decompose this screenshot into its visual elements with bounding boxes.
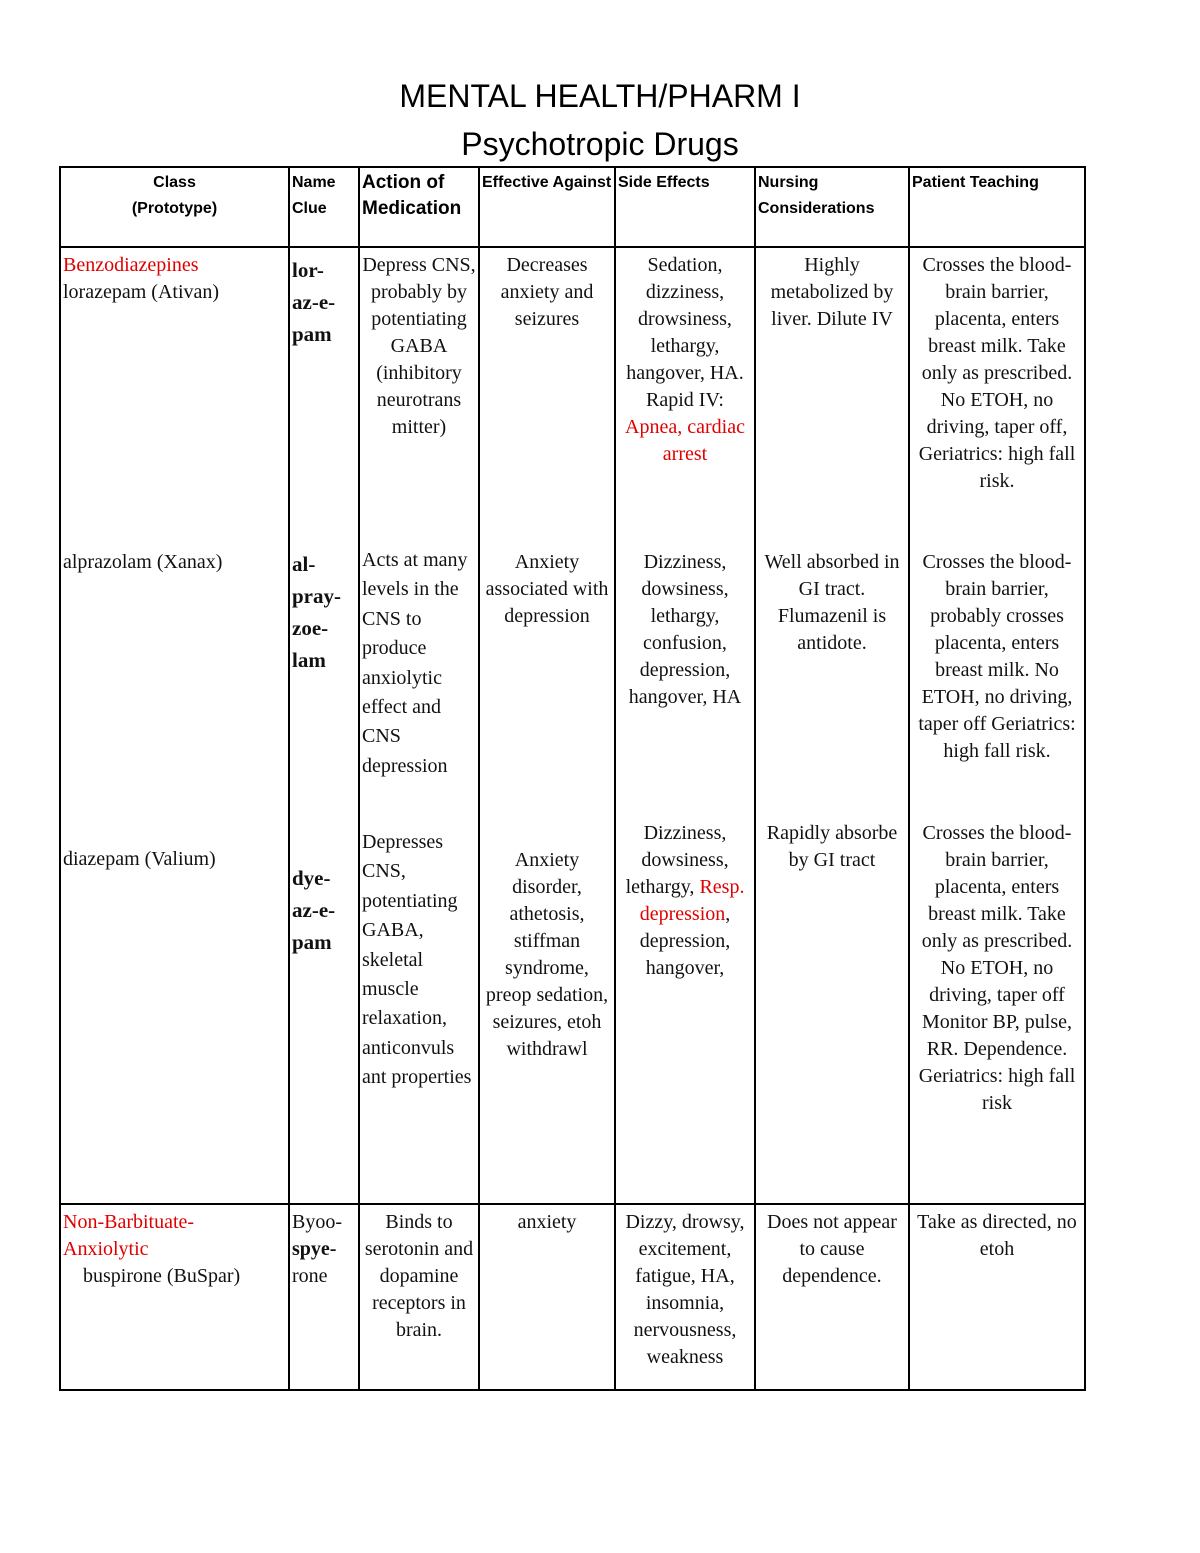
- drug-name: alprazolam (Xanax): [63, 551, 223, 573]
- action-text: Binds to serotonin and dopamine receptors in brain.: [364, 1211, 474, 1341]
- side-effects-text: [618, 252, 752, 549]
- side-effects-part: Sedation, dizziness, drowsiness, lethargy, hangover, HA. Rapid IV:: [626, 254, 744, 411]
- teaching-text: Crosses the blood-brain barrier, probably crosses placenta, enters breast milk. No ETOH, no driving, taper off Geriatrics: high fall risk.: [918, 551, 1076, 762]
- side-effects-part: Dizziness, dowsiness, lethargy,: [625, 822, 729, 898]
- side-effects-warning: Resp. depression: [639, 876, 745, 925]
- side-effects-part: , depression, hangover,: [639, 903, 731, 979]
- effective-text: Decreases anxiety and seizures: [500, 254, 594, 330]
- name-clue-cell: [289, 1204, 359, 1390]
- clue-part: spye-: [292, 1238, 337, 1260]
- table-row: [60, 1204, 1085, 1390]
- nursing-text: Highly metabolized by liver. Dilute IV: [770, 254, 894, 330]
- clue-part: lam: [292, 648, 326, 672]
- class-label: Non-Barbituate-Anxiolytic: [63, 1211, 195, 1260]
- drug-name: lorazepam (Ativan): [63, 281, 220, 303]
- side-effects-text: Dizziness, dowsiness, lethargy, confusion, depression, hangover, HA: [628, 551, 742, 708]
- clue-part: Byoo-: [292, 1211, 342, 1233]
- drug-table: [59, 166, 1086, 1391]
- action-text: Acts at many levels in the CNS to produce anxiolytic effect and CNS depression: [362, 549, 468, 777]
- clue-part: pray-: [292, 584, 341, 608]
- nursing-text: Well absorbed in GI tract. Flumazenil is antidote.: [764, 551, 900, 654]
- document-subtitle: Psychotropic Drugs: [461, 126, 739, 162]
- header-class: Class (Prototype): [60, 167, 289, 247]
- header-action: Action of Medication: [359, 167, 479, 247]
- clue-part: zoe-: [292, 616, 329, 640]
- class-cell: [60, 1204, 289, 1390]
- effective-text: Anxiety disorder, athetosis, stiffman syndrome, preop sedation, seizures, etoh withdrawl: [485, 849, 609, 1060]
- clue-part: dye-: [292, 866, 331, 890]
- header-teaching: Patient Teaching: [909, 167, 1085, 247]
- nursing-cell: [755, 1204, 909, 1390]
- effective-text: anxiety: [517, 1211, 577, 1233]
- clue-part: pam: [292, 930, 332, 954]
- clue-part: rone: [292, 1265, 328, 1287]
- clue-part: pam: [292, 322, 332, 346]
- action-text: Depress CNS, probably by potentiating GABA (inhibitory neurotrans mitter): [362, 254, 476, 438]
- drug-name: buspirone (BuSpar): [83, 1265, 241, 1287]
- effective-text: Anxiety associated with depression: [485, 551, 609, 627]
- teaching-cell: [909, 247, 1085, 1204]
- table-row: [60, 247, 1085, 1204]
- teaching-text: Crosses the blood-brain barrier, placenta, enters breast milk. Take only as prescribed. No ETOH, no driving, taper off, Geriatrics: high fall risk.: [918, 254, 1076, 492]
- class-label: Benzodiazepines: [63, 254, 199, 276]
- name-clue-cell: [289, 247, 359, 1204]
- effective-cell: [479, 247, 615, 1204]
- header-nursing: Nursing Considerations: [755, 167, 909, 247]
- nursing-text: Does not appear to cause dependence.: [767, 1211, 897, 1287]
- drug-name: diazepam (Valium): [63, 848, 216, 870]
- clue-part: az-e-: [292, 290, 336, 314]
- class-cell: [60, 247, 289, 1204]
- side-effects-text: Dizzy, drowsy, excitement, fatigue, HA, insomnia, nervousness, weakness: [625, 1211, 745, 1368]
- side-effects-cell: [615, 1204, 755, 1390]
- clue-part: al-: [292, 552, 316, 576]
- action-cell: [359, 1204, 479, 1390]
- teaching-text: Crosses the blood-brain barrier, placenta, enters breast milk. Take only as prescribed. No ETOH, no driving, taper off Monitor BP, pulse, RR. Dependence. Geriatrics: high fall risk: [918, 822, 1076, 1114]
- header-row: [60, 167, 1085, 247]
- action-text: Depresses CNS, potentiating GABA, skeletal muscle relaxation, anticonvuls ant properties: [362, 831, 472, 1089]
- teaching-text: Take as directed, no etoh: [917, 1211, 1077, 1260]
- nursing-cell: [755, 247, 909, 1204]
- header-side-effects: Side Effects: [615, 167, 755, 247]
- side-effects-text: [618, 820, 752, 982]
- nursing-text: Rapidly absorbe by GI tract: [766, 822, 898, 871]
- side-effects-warning: Apnea, cardiac arrest: [625, 416, 745, 465]
- document-title: MENTAL HEALTH/PHARM I: [399, 78, 801, 114]
- action-cell: [359, 247, 479, 1204]
- clue-part: az-e-: [292, 898, 336, 922]
- header-effective: Effective Against: [479, 167, 615, 247]
- clue-part: lor-: [292, 258, 324, 282]
- teaching-cell: [909, 1204, 1085, 1390]
- header-name-clue: Name Clue: [289, 167, 359, 247]
- effective-cell: [479, 1204, 615, 1390]
- side-effects-cell: [615, 247, 755, 1204]
